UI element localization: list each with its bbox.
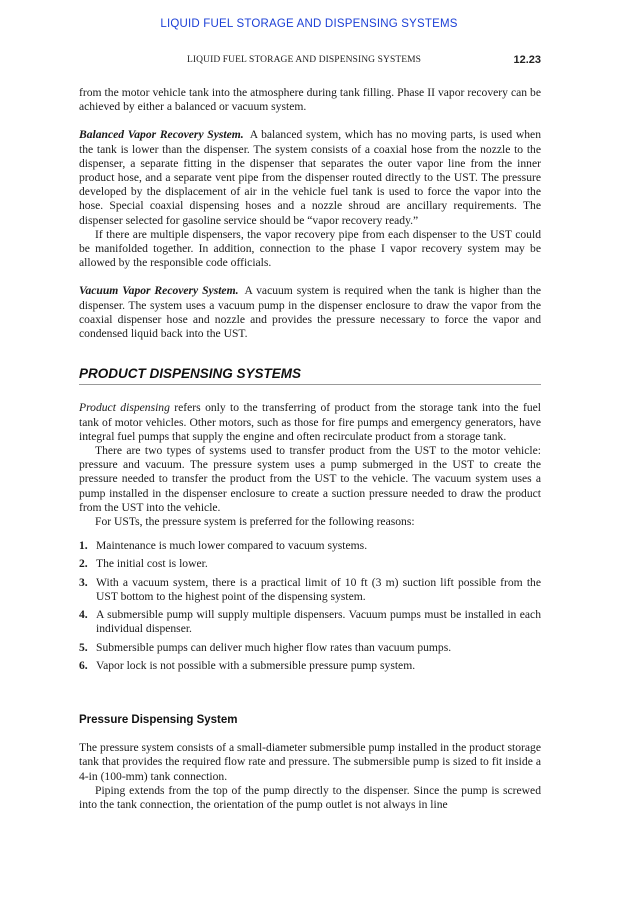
list-item-text: Maintenance is much lower compared to vacuum systems. <box>96 539 368 553</box>
list-item-text: Vapor lock is not possible with a submersible pressure pump system. <box>96 658 416 672</box>
list-item-text: With a vacuum system, there is a practical limit of 10 ft (3 m) suction lift possible from the UST bottom to the highest point of the dispensing system. <box>96 575 541 603</box>
list-item <box>79 659 541 673</box>
list-item-number: 5. <box>79 640 88 654</box>
page-number: 12.23 <box>513 54 541 66</box>
list-item <box>79 608 541 636</box>
section-heading: PRODUCT DISPENSING SYSTEMS <box>79 367 541 385</box>
list-item <box>79 557 541 571</box>
running-head-title: LIQUID FUEL STORAGE AND DISPENSING SYSTEMS <box>187 55 422 65</box>
subsection-heading: Pressure Dispensing System <box>79 713 238 726</box>
list-item-text: The initial cost is lower. <box>96 557 208 571</box>
list-item <box>79 576 541 604</box>
list-item-text: A submersible pump will supply multiple dispensers. Vacuum pumps must be installed in each individual dispenser. <box>96 608 541 636</box>
balanced-vapor-heading: Balanced Vapor Recovery System. <box>79 128 244 142</box>
product-dispensing-paragraph <box>79 401 541 444</box>
list-item-number: 4. <box>79 608 88 622</box>
intro-paragraph: from the motor vehicle tank into the atmosphere during tank filling. Phase II vapor recovery can be achieved by either a balanced or vacuum system. <box>79 86 541 114</box>
list-item-number: 2. <box>79 557 88 571</box>
balanced-vapor-paragraph <box>79 128 541 227</box>
vacuum-vapor-heading: Vacuum Vapor Recovery System. <box>79 284 239 298</box>
list-item <box>79 641 541 655</box>
running-head <box>79 54 541 68</box>
list-item-number: 1. <box>79 539 88 553</box>
multiple-dispensers-paragraph: If there are multiple dispensers, the vapor recovery pipe from each dispenser to the UST could be manifolded together. In addition, connection to the phase I vapor recovery system may be allowed by the responsible code officials. <box>79 227 541 270</box>
balanced-vapor-body: A balanced system, which has no moving parts, is used when the tank is lower than the dispenser. The system consists of a coaxial hose from the nozzle to the dispenser, a separate fitting in the dispenser that separates the outer vapor line from the inner product hose, and a separate vent pipe from the dispenser routed directly to the UST. The pressure developed by the displacement of air in the vehicle fuel tank is used to force the vapor into the hose. Special coaxial dispensing hoses and a nozzle shroud are ancillary requirements. The dispenser selected for gasoline service should be “vapor recovery ready.” <box>79 128 542 227</box>
page-body <box>79 86 541 812</box>
list-item-number: 6. <box>79 658 88 672</box>
list-item <box>79 539 541 553</box>
product-dispensing-term: Product dispensing <box>79 401 170 415</box>
list-item-number: 3. <box>79 575 88 589</box>
piping-paragraph: Piping extends from the top of the pump directly to the dispenser. Since the pump is screwed into the tank connection, the orientation of the pump outlet is not always in line <box>79 783 541 811</box>
preference-paragraph: For USTs, the pressure system is preferred for the following reasons: <box>95 515 415 529</box>
system-types-paragraph: There are two types of systems used to transfer product from the UST to the motor vehicle: pressure and vacuum. The pressure system uses a pump submerged in the UST to create the pressure needed to transfer the product from the UST to the vehicle. The vacuum system uses a pump installed in the dispenser enclosure to create a suction pressure needed to draw the product from the UST into the vehicle. <box>79 444 541 514</box>
product-dispensing-body: refers only to the transferring of product from the storage tank into the fuel tank of motor vehicles. Other motors, such as those for fire pumps and emergency generators, have integral fuel pumps that supply the engine and often recirculate product from a storage tank. <box>79 401 541 443</box>
pressure-system-paragraph: The pressure system consists of a small-diameter submersible pump installed in the product storage tank that provides the required flow rate and pressure. The submersible pump is sized to fit inside a 4-in (100-mm) tank connection. <box>79 741 541 783</box>
vacuum-vapor-body: A vacuum system is required when the tank is higher than the dispenser. The system uses a vacuum pump in the dispenser enclosure to draw the vapor from the coaxial dispenser hose and nozzle and provides the pressure necessary to force the vapor and condensed liquid back into the UST. <box>79 284 542 341</box>
document-banner: LIQUID FUEL STORAGE AND DISPENSING SYSTEMS <box>160 18 458 30</box>
list-item-text: Submersible pumps can deliver much higher flow rates than vacuum pumps. <box>96 640 452 654</box>
reasons-list <box>79 539 541 673</box>
vacuum-vapor-paragraph <box>79 284 541 341</box>
